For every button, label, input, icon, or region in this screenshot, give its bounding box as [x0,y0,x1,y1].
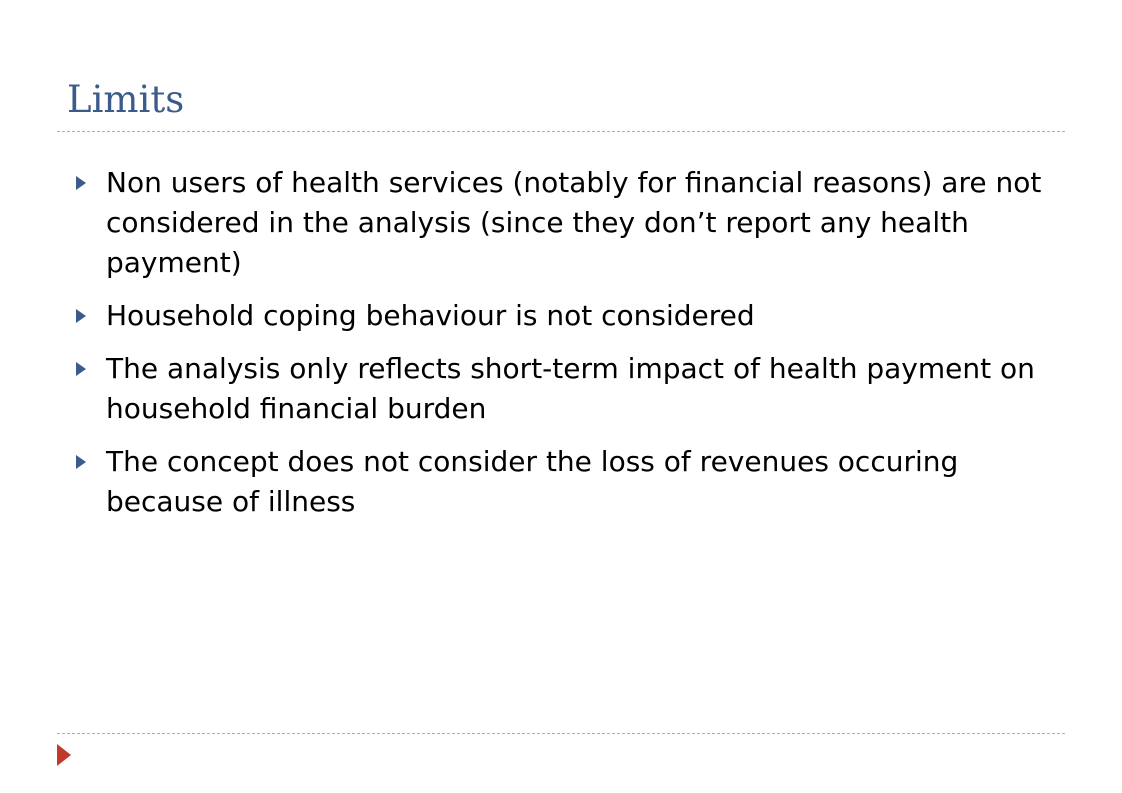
title-divider [57,131,1065,132]
triangle-bullet-icon [76,176,86,190]
triangle-bullet-icon [76,362,86,376]
bullet-text: Household coping behaviour is not considered [106,299,755,332]
triangle-bullet-icon [76,455,86,469]
bullet-text: Non users of health services (notably for financial reasons) are not considered in the analysis (since they don’t report any health payment) [106,166,1042,279]
play-arrow-icon [57,744,71,766]
bullet-item [70,442,1060,522]
bullet-text: The analysis only reflects short-term impact of health payment on household financial burden [106,352,1035,425]
triangle-bullet-icon [76,309,86,323]
bullet-item [70,349,1060,429]
bullet-list [70,163,1060,535]
footer-divider [57,733,1065,734]
bullet-item [70,296,1060,336]
bullet-text: The concept does not consider the loss of revenues occuring because of illness [106,445,959,518]
bullet-item [70,163,1060,283]
slide-title: Limits [67,78,185,121]
